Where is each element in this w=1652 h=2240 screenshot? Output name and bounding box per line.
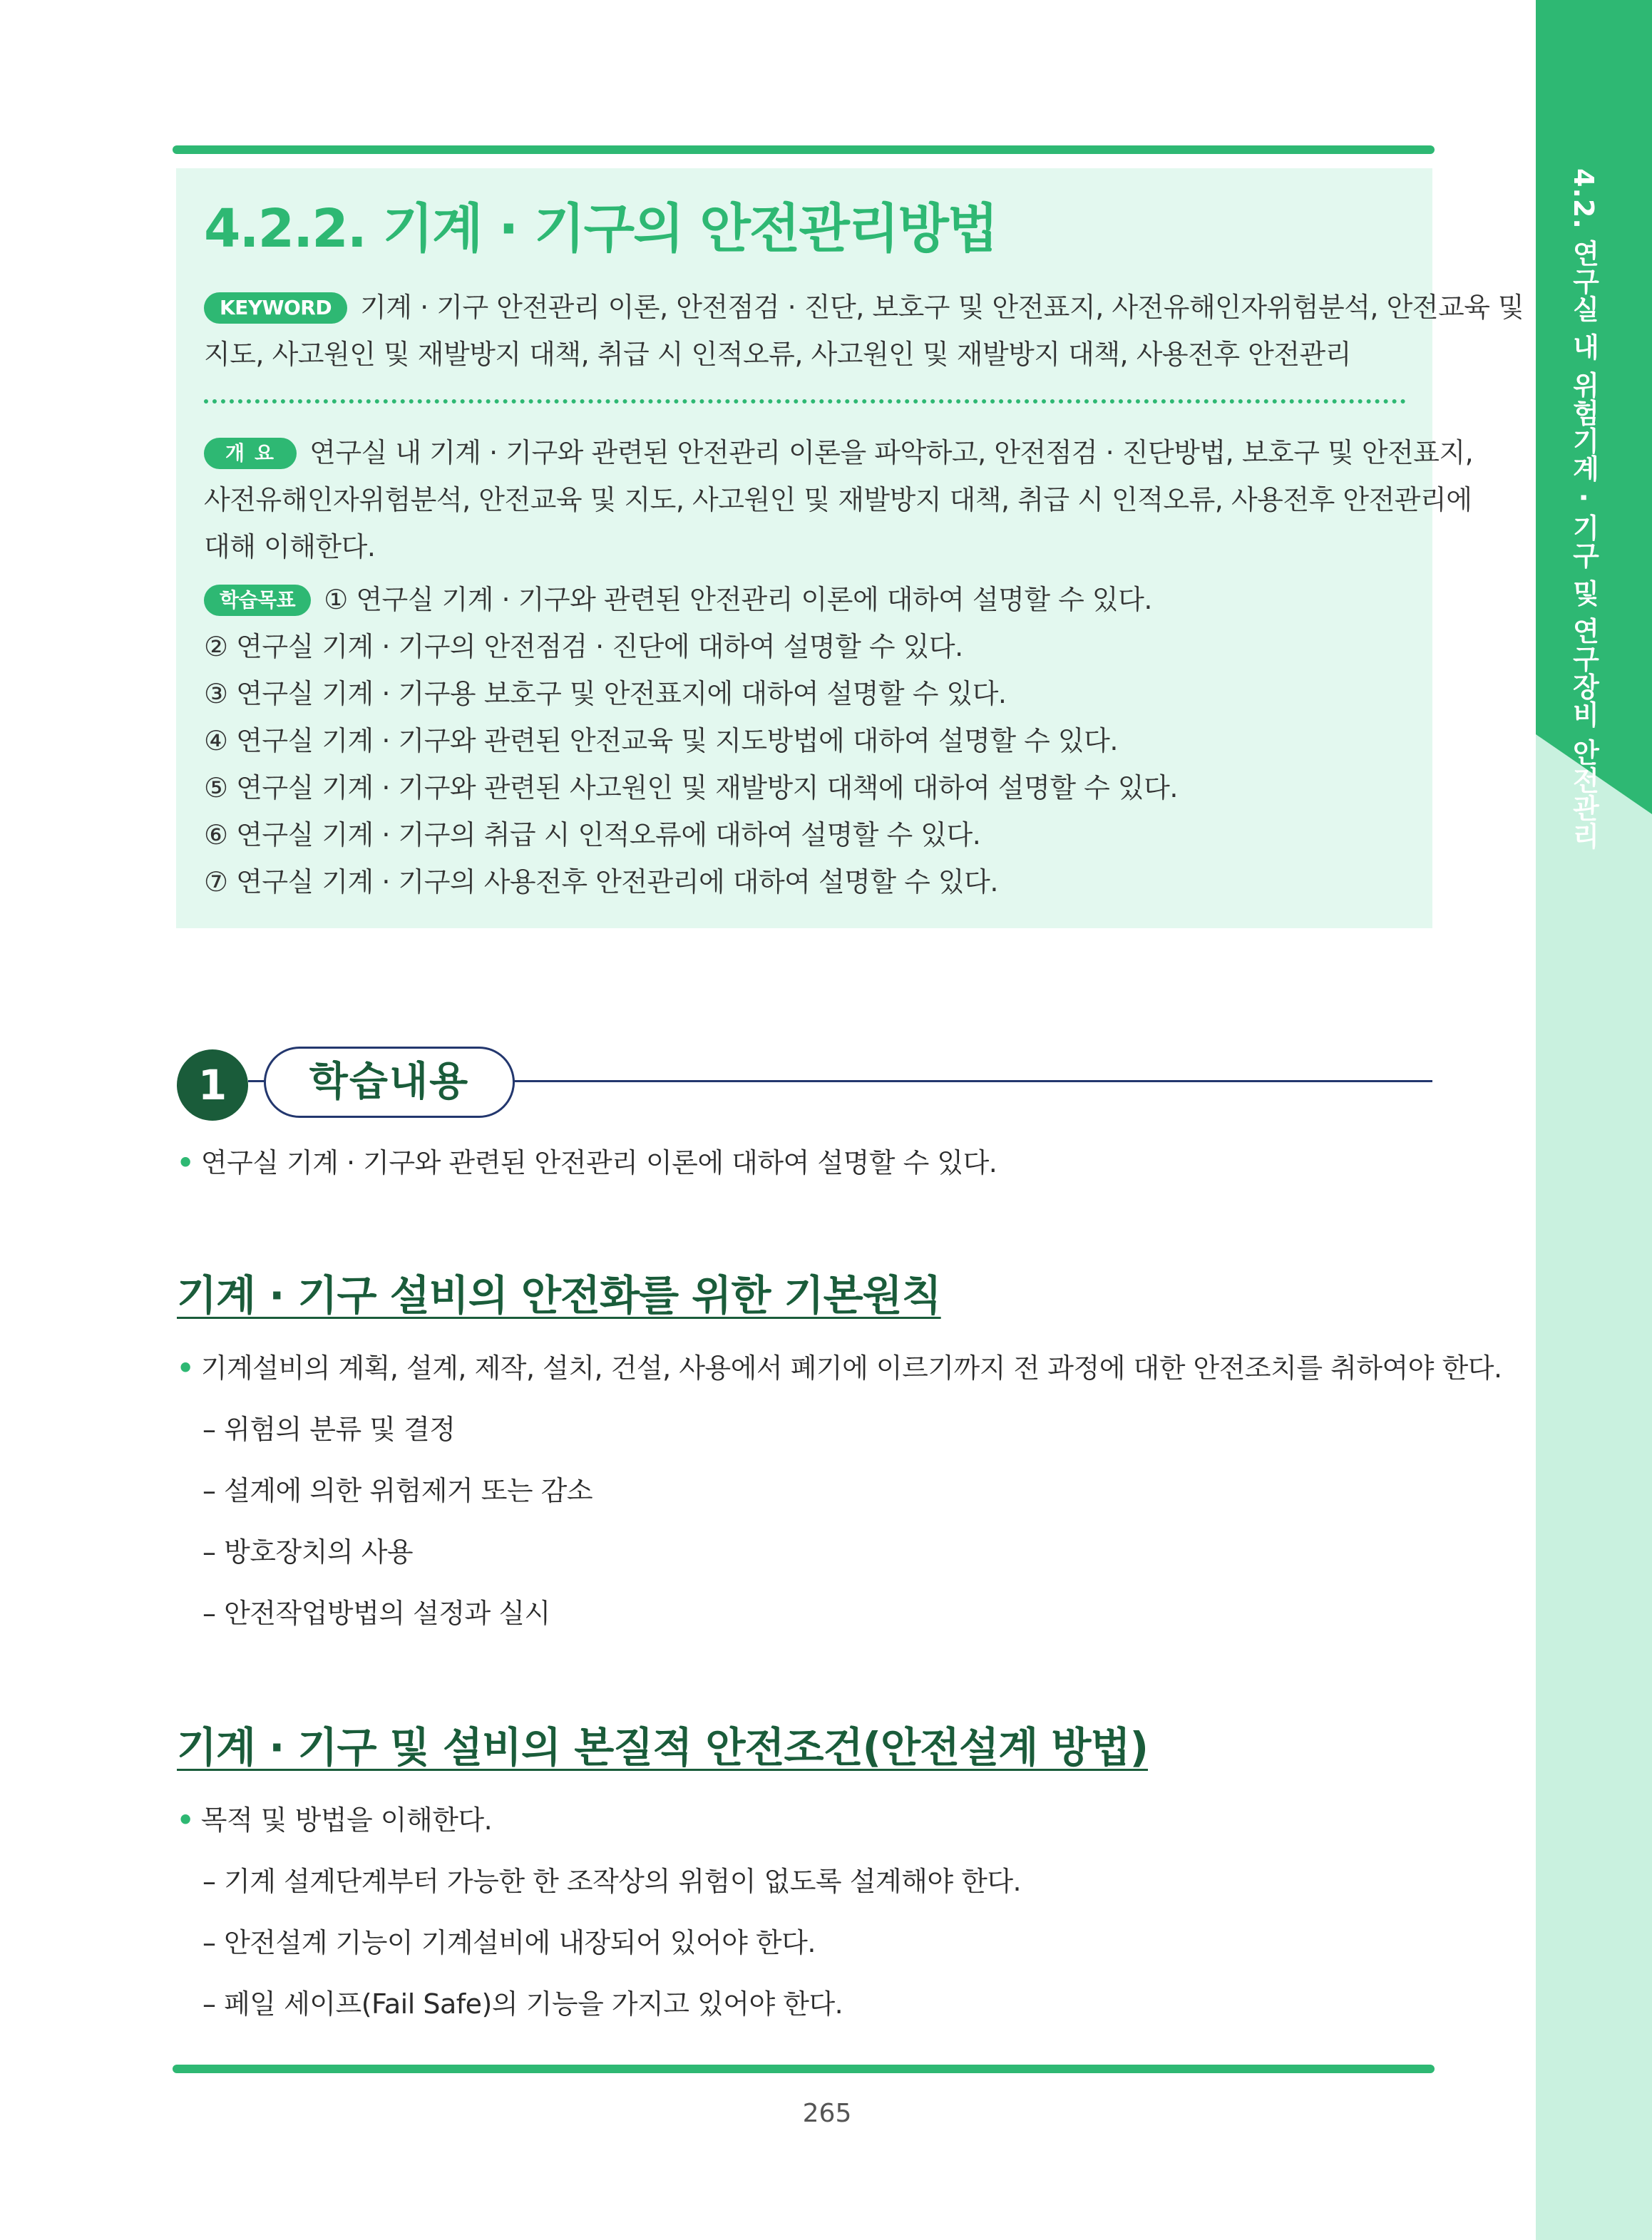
overview-badge: 개요 (204, 438, 297, 469)
subsection-2-item: – 기계 설계단계부터 가능한 한 조작상의 위험이 없도록 설계해야 한다. (202, 1866, 1022, 1897)
goal-item-3: ③ 연구실 기계 · 기구용 보호구 및 안전표지에 대하여 설명할 수 있다. (204, 678, 1007, 709)
keyword-text-2: 지도, 사고원인 및 재발방지 대책, 취급 시 인적오류, 사고원인 및 재발방지 대책, 사용전후 안전관리 (204, 339, 1351, 370)
keyword-text-1: 기계 · 기구 안전관리 이론, 안전점검 · 진단, 보호구 및 안전표지, 사전유해인자위험분석, 안전교육 및 (360, 292, 1524, 323)
subsection-1-item: – 방호장치의 사용 (202, 1536, 414, 1568)
bullet-dot-icon: • (177, 1352, 194, 1384)
chapter-label: 4.2. 연구실 내 위험기계 · 기구 및 연구장비 안전관리 (1568, 168, 1599, 851)
overview-text-2: 사전유해인자위험분석, 안전교육 및 지도, 사고원인 및 재발방지 대책, 취급 시 인적오류, 사용전후 안전관리에 (204, 484, 1472, 515)
subsection-1-item: – 위험의 분류 및 결정 (202, 1414, 456, 1445)
page-number: 265 (802, 2099, 852, 2128)
header-rule (513, 1080, 1432, 1082)
goal-line-1 (204, 576, 1152, 623)
intro-bullet (177, 1145, 997, 1181)
bullet-dot-icon: • (177, 1804, 194, 1836)
overview-text-1: 연구실 내 기계 · 기구와 관련된 안전관리 이론을 파악하고, 안전점검 · 진단방법, 보호구 및 안전표지, (309, 437, 1474, 468)
subsection-2-heading: 기계 · 기구 및 설비의 본질적 안전조건(안전설계 방법) (177, 1723, 1148, 1772)
bullet-dot-icon: • (177, 1147, 194, 1178)
goal-item-2: ② 연구실 기계 · 기구의 안전점검 · 진단에 대하여 설명할 수 있다. (204, 631, 963, 662)
goal-item-1: ① 연구실 기계 · 기구와 관련된 안전관리 이론에 대하여 설명할 수 있다. (324, 584, 1152, 615)
bottom-rule (173, 2065, 1435, 2073)
subsection-2-bullet-text: 목적 및 방법을 이해한다. (200, 1804, 493, 1836)
subsection-1-bullet (177, 1350, 1502, 1386)
overview-text-3: 대해 이해한다. (204, 531, 376, 562)
keyword-line-1 (204, 284, 1524, 331)
intro-bullet-text: 연구실 기계 · 기구와 관련된 안전관리 이론에 대하여 설명할 수 있다. (200, 1147, 997, 1178)
goal-item-4: ④ 연구실 기계 · 기구와 관련된 안전교육 및 지도방법에 대하여 설명할 수 있다. (204, 725, 1118, 756)
learning-number-badge: 1 (177, 1049, 248, 1121)
overview-line-1 (204, 429, 1473, 476)
subsection-1-item: – 안전작업방법의 설정과 실시 (202, 1598, 550, 1629)
subsection-2-item: – 페일 세이프(Fail Safe)의 기능을 가지고 있어야 한다. (202, 1988, 843, 2020)
section-title: 4.2.2. 기계 · 기구의 안전관리방법 (204, 198, 997, 260)
subsection-1-bullet-text: 기계설비의 계획, 설계, 제작, 설치, 건설, 사용에서 폐기에 이르기까지 전 과정에 대한 안전조치를 취하여야 한다. (200, 1352, 1502, 1384)
subsection-2-bullet (177, 1802, 492, 1838)
goal-item-5: ⑤ 연구실 기계 · 기구와 관련된 사고원인 및 재발방지 대책에 대하여 설명할 수 있다. (204, 772, 1178, 803)
subsection-2-item: – 안전설계 기능이 기계설비에 내장되어 있어야 한다. (202, 1927, 816, 1958)
subsection-1-item: – 설계에 의한 위험제거 또는 감소 (202, 1475, 593, 1506)
keyword-badge: KEYWORD (204, 292, 347, 324)
learning-content-label: 학습내용 (264, 1047, 515, 1118)
dotted-divider (204, 399, 1406, 404)
goal-item-6: ⑥ 연구실 기계 · 기구의 취급 시 인적오류에 대하여 설명할 수 있다. (204, 819, 981, 851)
header-connector (248, 1080, 265, 1082)
subsection-1-heading: 기계 · 기구 설비의 안전화를 위한 기본원칙 (177, 1271, 941, 1320)
top-rule (173, 145, 1435, 154)
goal-item-7: ⑦ 연구실 기계 · 기구의 사용전후 안전관리에 대하여 설명할 수 있다. (204, 866, 998, 898)
goals-badge: 학습목표 (204, 585, 311, 616)
